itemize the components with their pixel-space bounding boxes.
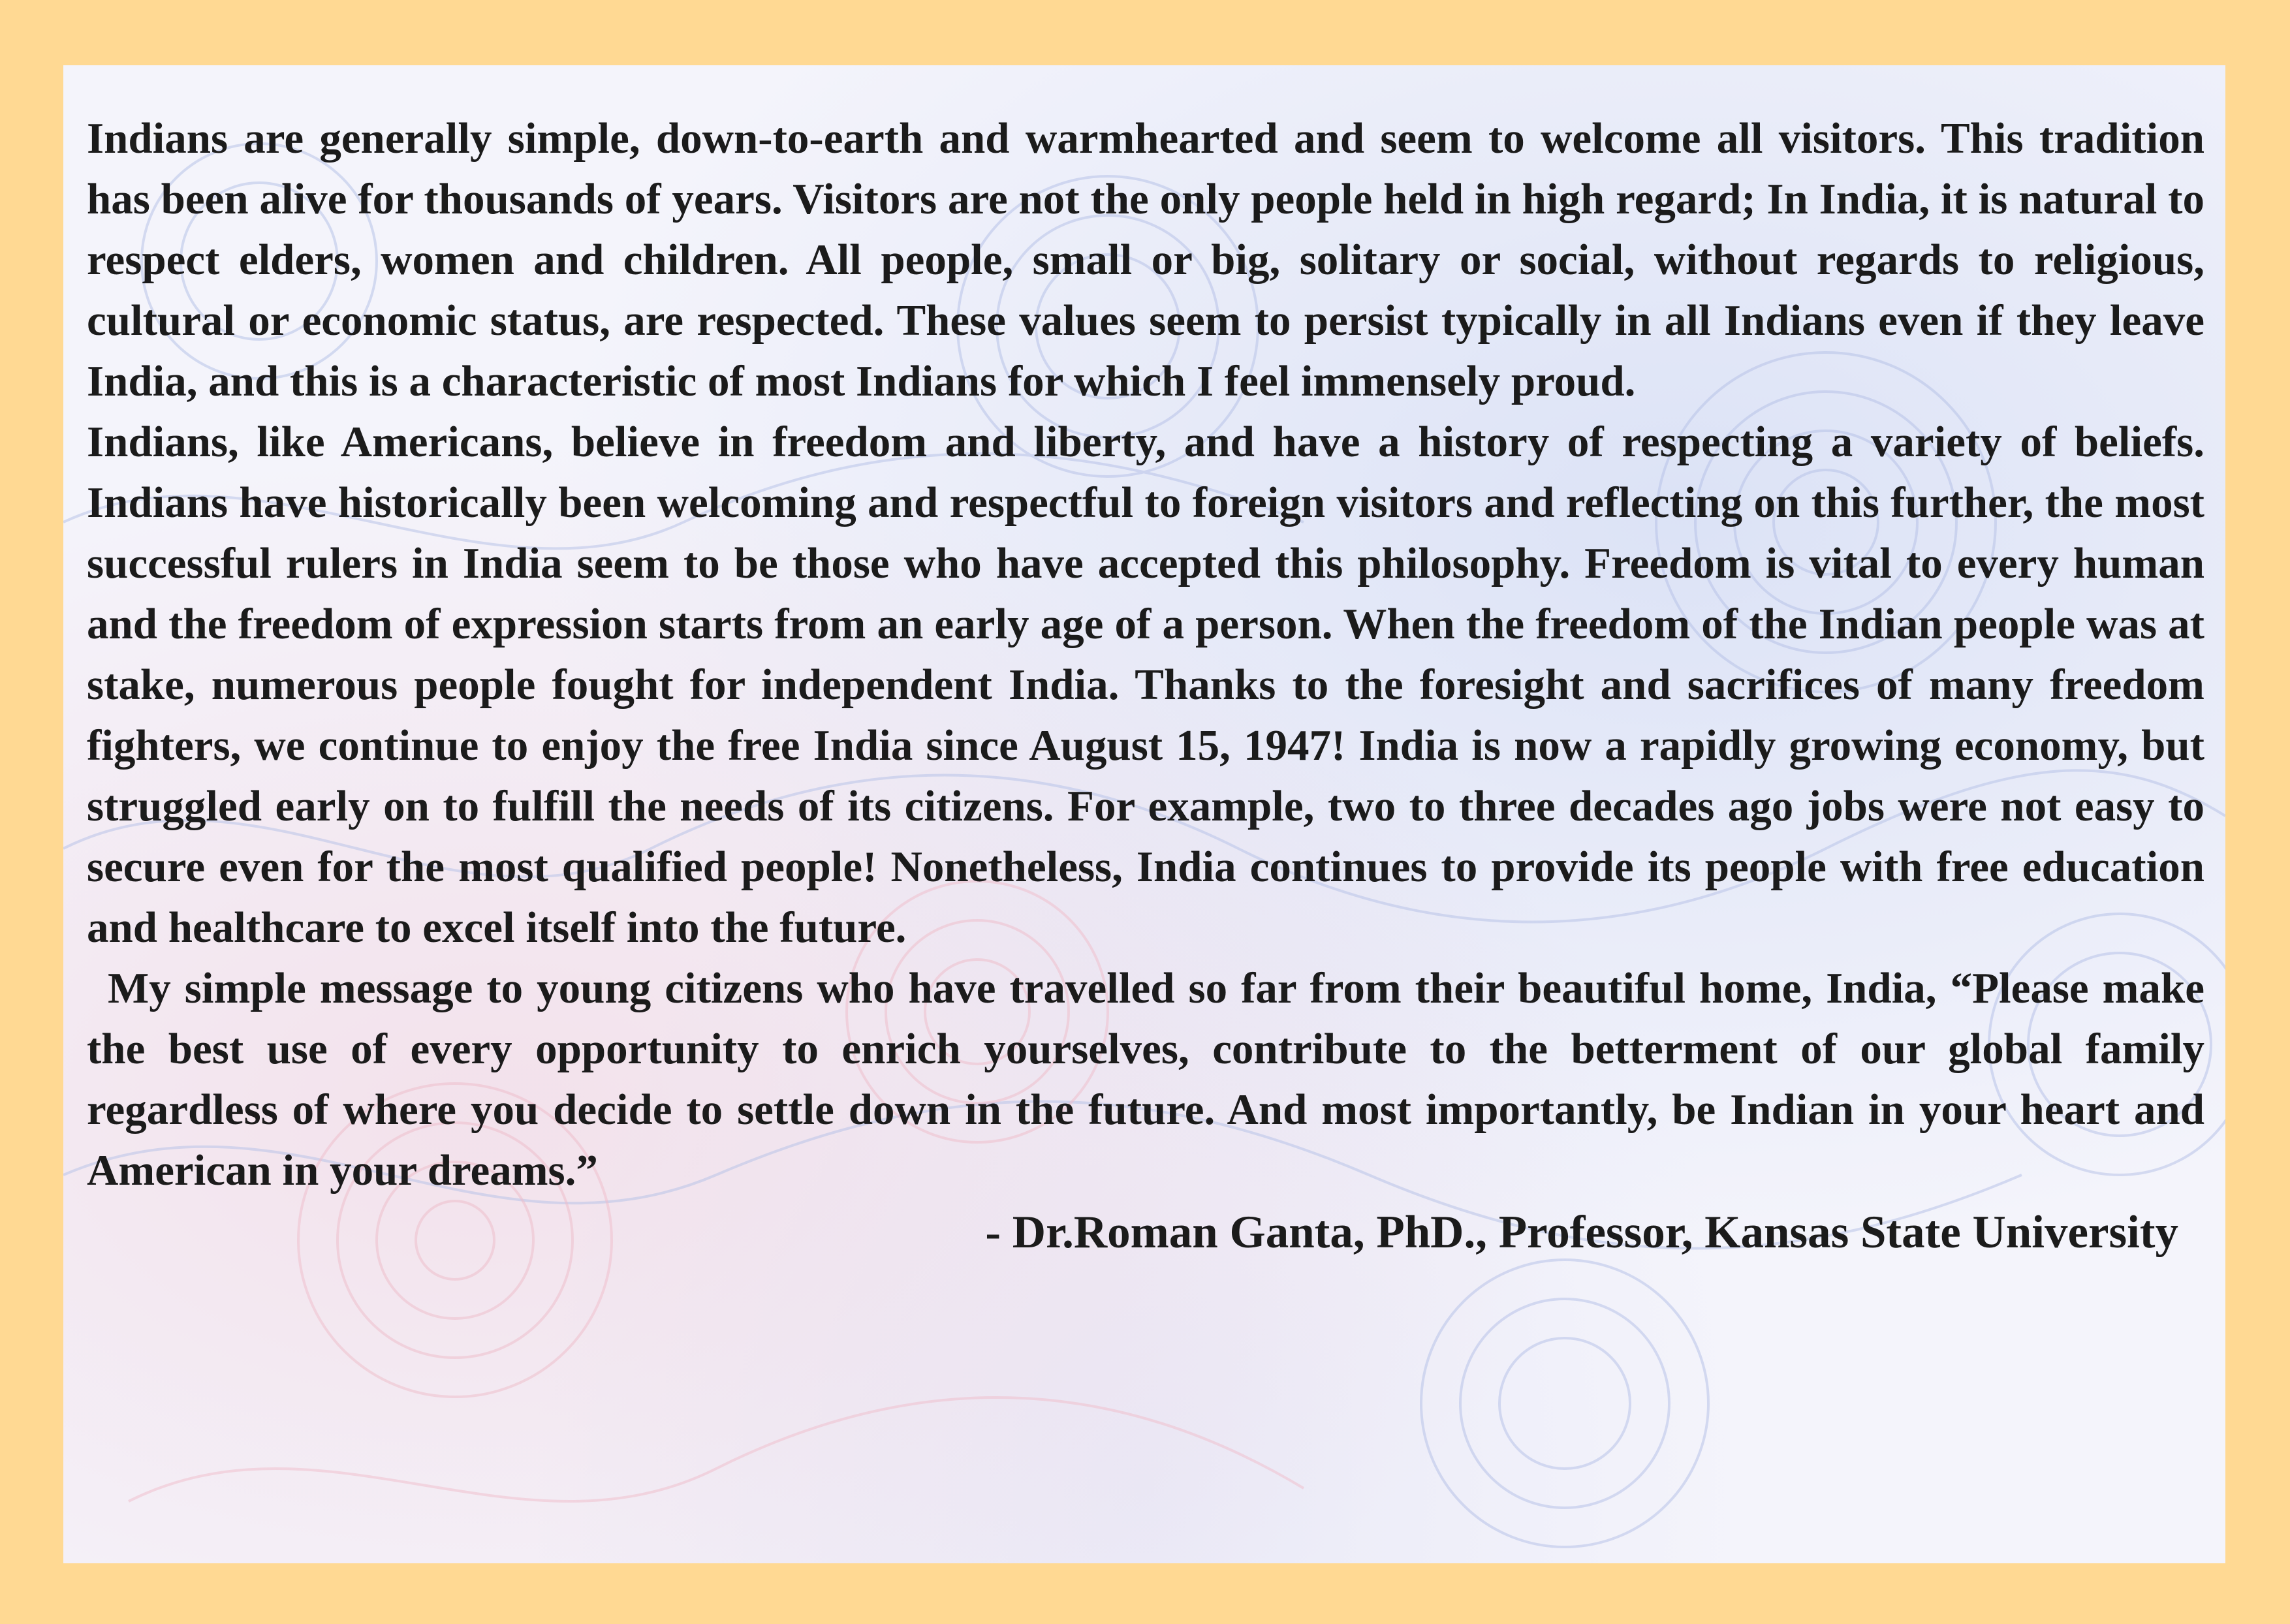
paragraph-1: Indians are generally simple, down-to-earth and warmhearted and seem to welcome all visitors. This tradition has been alive for thousands of years. Visitors are not the only people held in high regard; In India, it is natural to respect elders, women and children. All people, small or big, solitary or social, without regards to religious, cultural or economic status, are respected. These values seem to persist typically in all Indians even if they leave India, and this is a characteristic of most Indians for which I feel immensely proud. — [87, 114, 2204, 405]
paragraph-2: Indians, like Americans, believe in freedom and liberty, and have a history of respecting a variety of beliefs. Indians have historically been welcoming and respectful to foreign visitors and reflecting on this further, the most successful rulers in India seem to be those who have accepted this philosophy. Freedom is vital to every human and the freedom of expression starts from an early age of a person. When the freedom of the Indian people was at stake, numerous people fought for independent India. Thanks to the foresight and sacrifices of many freedom fighters, we continue to enjoy the free India since August 15, 1947! India is now a rapidly growing economy, but struggled early on to fulfill the needs of its citizens. For example, two to three decades ago jobs were not easy to secure even for the most qualified people! Nonetheless, India continues to provide its people with free education and healthcare to excel itself into the future. — [87, 418, 2204, 952]
paragraph-3: My simple message to young citizens who have travelled so far from their beautiful home, India, “Please make the best use of every opportunity to enrich yourselves, contribute to the betterment of our global family regardless of where you decide to settle down in the future. And most importantly, be Indian in your heart and American in your dreams.” — [87, 964, 2204, 1195]
text-panel — [63, 65, 2225, 1563]
signature: - Dr.Roman Ganta, PhD., Professor, Kansas State University — [985, 1207, 2178, 1258]
letter-body — [87, 108, 2204, 1264]
